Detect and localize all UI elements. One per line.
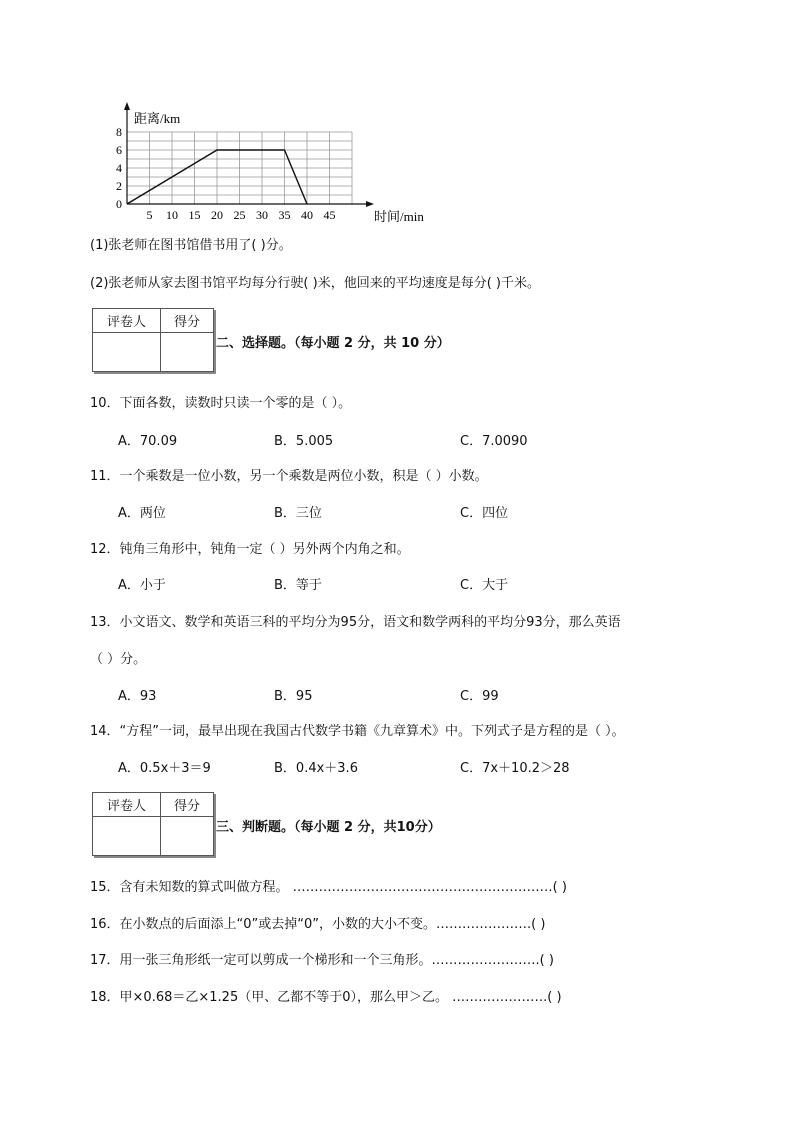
- score-label: 得分: [161, 309, 213, 333]
- x-tick-label: 10: [166, 208, 178, 222]
- section3-title: 三、判断题。（每小题 2 分，共10分）: [216, 820, 441, 835]
- score-box-section2: [92, 308, 214, 372]
- q10-option-a[interactable]: A．70.09: [118, 434, 178, 449]
- q9-sub2: (2)张老师从家去图书馆平均每分行驶( )米，他回来的平均速度是每分( )千米。: [90, 276, 540, 291]
- q13-option-b[interactable]: B．95: [274, 689, 313, 704]
- q10-stem: 10．下面各数，读数时只读一个零的是（ ）。: [90, 396, 352, 411]
- distance-time-chart: [0, 0, 794, 240]
- y-tick-label: 2: [116, 179, 122, 193]
- y-axis-arrow: [124, 102, 130, 110]
- q13-option-a[interactable]: A．93: [118, 689, 157, 704]
- q13-stem: 13．小文语文、数学和英语三科的平均分为95分，语文和数学两科的平均分93分，那么英语: [90, 615, 621, 630]
- y-tick-label: 8: [116, 125, 122, 139]
- y-tick-label: 0: [116, 197, 122, 211]
- q11-option-b[interactable]: B．三位: [274, 506, 322, 521]
- q17-statement: 17．用一张三角形纸一定可以剪成一个梯形和一个三角形。…………………….( ): [90, 953, 554, 968]
- q12-stem: 12．钝角三角形中，钝角一定（ ）另外两个内角之和。: [90, 542, 410, 557]
- score-box-section3: [92, 792, 214, 856]
- chart-grid: [127, 132, 352, 204]
- q10-option-c[interactable]: C．7.0090: [460, 434, 528, 449]
- y-tick-label: 6: [116, 143, 122, 157]
- q13-stem-continued: （ ）分。: [90, 652, 147, 667]
- q11-stem: 11．一个乘数是一位小数，另一个乘数是两位小数，积是（ ）小数。: [90, 469, 488, 484]
- q13-option-c[interactable]: C．99: [460, 689, 499, 704]
- x-tick-label: 30: [256, 208, 268, 222]
- x-tick-label: 15: [188, 208, 201, 222]
- q11-option-c[interactable]: C．四位: [460, 506, 509, 521]
- score-label: 得分: [161, 793, 213, 817]
- score-cell[interactable]: [161, 333, 213, 371]
- q14-option-a[interactable]: A．0.5x＋3＝9: [118, 761, 211, 776]
- q14-option-c[interactable]: C．7x＋10.2＞28: [460, 761, 570, 776]
- section2-title: 二、选择题。（每小题 2 分，共 10 分）: [216, 336, 450, 351]
- reviewer-label: 评卷人: [93, 309, 161, 333]
- q12-option-a[interactable]: A．小于: [118, 578, 166, 593]
- q10-option-b[interactable]: B．5.005: [274, 434, 334, 449]
- x-tick-label: 40: [301, 208, 313, 222]
- q9-sub1: (1)张老师在图书馆借书用了( )分。: [90, 238, 292, 253]
- y-tick-label: 4: [116, 161, 122, 175]
- x-tick-label: 45: [323, 208, 336, 222]
- x-tick-label: 20: [211, 208, 223, 222]
- q12-option-c[interactable]: C．大于: [460, 578, 509, 593]
- q15-statement: 15．含有未知数的算式叫做方程。 ……………………………………………………( ): [90, 880, 567, 895]
- q14-option-b[interactable]: B．0.4x＋3.6: [274, 761, 358, 776]
- q16-statement: 16．在小数点的后面添上“0”或去掉“0”，小数的大小不变。………………….( ): [90, 917, 546, 932]
- x-tick-label: 35: [278, 208, 291, 222]
- score-cell[interactable]: [161, 817, 213, 855]
- chart-ticks: [116, 125, 336, 222]
- q11-option-a[interactable]: A．两位: [118, 506, 166, 521]
- x-axis-label: 时间/min: [374, 209, 424, 224]
- reviewer-label: 评卷人: [93, 793, 161, 817]
- reviewer-cell[interactable]: [93, 817, 161, 855]
- y-axis-label: 距离/km: [134, 111, 181, 126]
- q18-statement: 18．甲×0.68＝乙×1.25（甲、乙都不等于0），那么甲＞乙。 ………………….( ): [90, 990, 562, 1005]
- x-axis-arrow: [366, 201, 374, 207]
- reviewer-cell[interactable]: [93, 333, 161, 371]
- x-tick-label: 25: [233, 208, 246, 222]
- q14-stem: 14．“方程”一词，最早出现在我国古代数学书籍《九章算术》中。下列式子是方程的是（ ）。: [90, 724, 625, 739]
- q12-option-b[interactable]: B．等于: [274, 578, 322, 593]
- x-tick-label: 5: [146, 208, 153, 222]
